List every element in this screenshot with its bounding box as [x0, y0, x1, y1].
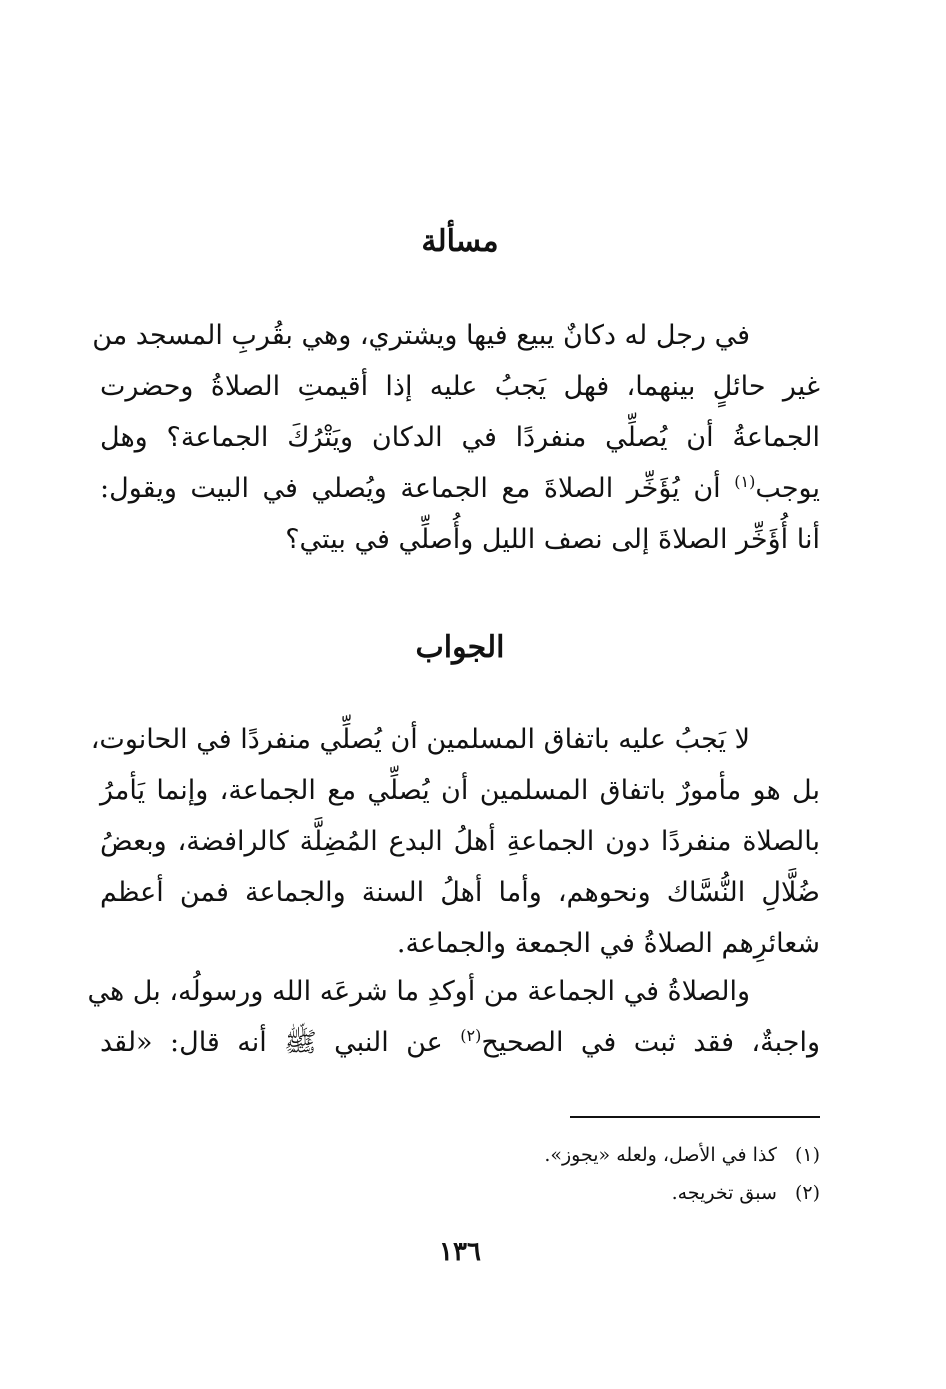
- answer-heading: الجواب: [415, 630, 505, 665]
- answer-p2-line-2-start: واجبةٌ، فقد ثبت في الصحيح: [481, 1027, 820, 1058]
- question-line-1: في رجل له دكانٌ يبيع فيها ويشتري، وهي بقُربِ المسجد من: [92, 320, 750, 351]
- answer-p1-line-2: بل هو مأمورٌ باتفاق المسلمين أن يُصلِّي مع الجماعة، وإنما يَأمرُ: [100, 775, 820, 806]
- footnote-ref-1[interactable]: (١): [734, 472, 756, 491]
- question-line-2: غير حائلٍ بينهما، فهل يَجبُ عليه إذا أقيمتِ الصلاةُ وحضرت: [100, 371, 820, 402]
- answer-paragraph-1: [90, 714, 820, 969]
- question-line-4: [100, 463, 820, 514]
- question-paragraph: [92, 310, 820, 565]
- question-line-4-start: يوجب: [755, 473, 820, 504]
- question-line-5: أنا أُؤَخِّر الصلاةَ إلى نصف الليل وأُصلِّي في بيتي؟: [285, 524, 820, 555]
- answer-p1-line-5: شعائرِهم الصلاةُ في الجمعة والجماعة.: [396, 928, 820, 959]
- answer-p1-line-4: ضُلَّالِ النُّسَّاك ونحوهم، وأما أهلُ السنة والجماعة فمن أعظم: [100, 877, 820, 908]
- answer-p2-line-1: والصلاةُ في الجماعة من أوكدِ ما شرعَه الله ورسولُه، بل هي: [87, 976, 750, 1007]
- question-line-4-end: أن يُؤَخِّر الصلاةَ مع الجماعة ويُصلي في البيت ويقول:: [100, 473, 721, 504]
- footnote-divider: [570, 1116, 820, 1118]
- footnote-1-number: (١): [794, 1144, 820, 1166]
- answer-p2-line-2: [100, 1017, 820, 1068]
- footnote-2: [100, 1174, 820, 1212]
- answer-p1-line-1: لا يَجبُ عليه باتفاق المسلمين أن يُصلِّي منفردًا في الحانوت،: [90, 724, 750, 755]
- answer-p2-line-2-end: عن النبي ﷺ أنه قال: «لقد: [100, 1027, 443, 1058]
- answer-paragraph-2: [87, 966, 820, 1068]
- footnote-2-text: سبق تخريجه.: [671, 1182, 777, 1204]
- footnote-2-number: (٢): [794, 1182, 820, 1204]
- footnotes: [100, 1136, 820, 1212]
- footnote-1-text: كذا في الأصل، ولعله «يجوز».: [544, 1144, 777, 1166]
- footnote-1: [100, 1136, 820, 1174]
- question-line-3: الجماعةُ أن يُصلِّي منفردًا في الدكان ويَتْرُكَ الجماعة؟ وهل: [100, 422, 820, 453]
- page-number: ١٣٦: [439, 1237, 481, 1267]
- footnote-ref-2[interactable]: (٢): [460, 1026, 482, 1045]
- answer-p1-line-3: بالصلاة منفردًا دون الجماعةِ أهلُ البدع المُضِلَّة كالرافضة، وبعضُ: [100, 826, 820, 857]
- question-heading: مسألة: [421, 224, 499, 259]
